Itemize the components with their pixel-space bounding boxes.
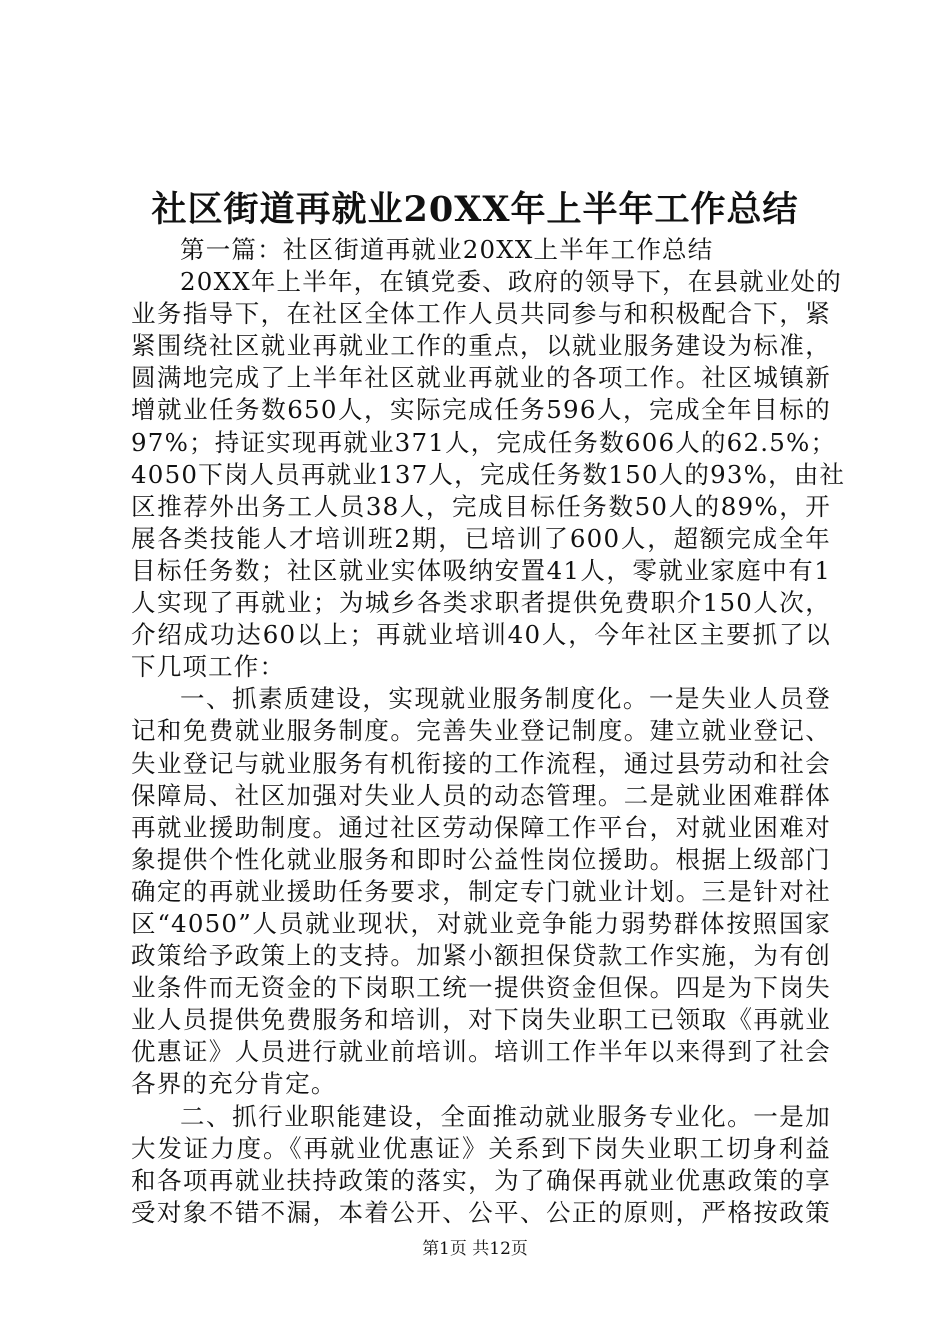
body-text-line: 业务指导下，在社区全体工作人员共同参与和积极配合下，紧	[131, 299, 831, 329]
body-text-line: 再就业援助制度。通过社区劳动保障工作平台，对就业困难对	[131, 812, 831, 842]
body-text-line: 保障局、社区加强对失业人员的动态管理。二是就业困难群体	[131, 780, 831, 810]
body-text-line: 象提供个性化就业服务和即时公益性岗位援助。根据上级部门	[131, 844, 831, 874]
body-text-line: 业条件而无资金的下岗职工统一提供资金但保。四是为下岗失	[131, 973, 831, 1003]
body-text-line: 确定的再就业援助任务要求，制定专门就业计划。三是针对社	[131, 876, 831, 906]
body-text-line: 各界的充分肯定。	[131, 1069, 337, 1099]
body-text-line: 政策给予政策上的支持。加紧小额担保贷款工作实施，为有创	[131, 941, 831, 971]
body-text-line: 失业登记与就业服务有机衔接的工作流程，通过县劳动和社会	[131, 748, 831, 778]
body-text-line: 下几项工作：	[131, 652, 286, 682]
body-text-line: 目标任务数；社区就业实体吸纳安置41人，零就业家庭中有1	[131, 555, 831, 585]
body-text-line: 紧围绕社区就业再就业工作的重点，以就业服务建设为标准，	[131, 331, 831, 361]
body-text-line: 大发证力度。《再就业优惠证》关系到下岗失业职工切身利益	[131, 1133, 831, 1163]
body-text-line: 增就业任务数650人，实际完成任务596人，完成全年目标的	[131, 395, 831, 425]
body-text-line: 受对象不错不漏，本着公开、公平、公正的原则，严格按政策	[131, 1197, 831, 1227]
body-text-line: 和各项再就业扶持政策的落实，为了确保再就业优惠政策的享	[131, 1165, 831, 1195]
body-text-line: 97%；持证实现再就业371人，完成任务数606人的62.5%；	[131, 427, 837, 457]
body-text-line: 二、抓行业职能建设，全面推动就业服务专业化。一是加	[180, 1101, 831, 1131]
document-title: 社区街道再就业20XX年上半年工作总结	[151, 189, 799, 230]
body-text-line: 第一篇：社区街道再就业20XX上半年工作总结	[180, 235, 714, 264]
body-text-line: 展各类技能人才培训班2期，已培训了600人，超额完成全年	[131, 523, 831, 553]
body-text-line: 优惠证》人员进行就业前培训。培训工作半年以来得到了社会	[131, 1037, 831, 1067]
body-text-line: 业人员提供免费服务和培训，对下岗失业职工已领取《再就业	[131, 1005, 831, 1035]
body-text-line: 区“4050”人员就业现状，对就业竞争能力弱势群体按照国家	[131, 908, 831, 938]
body-text-line: 介绍成功达60以上；再就业培训40人，今年社区主要抓了以	[131, 620, 831, 650]
body-text-line: 一、抓素质建设，实现就业服务制度化。一是失业人员登	[180, 684, 831, 714]
body-text-line: 4050下岗人员再就业137人，完成任务数150人的93%，由社	[131, 459, 846, 489]
body-text-line: 记和免费就业服务制度。完善失业登记制度。建立就业登记、	[131, 716, 831, 746]
body-text-line: 20XX年上半年，在镇党委、政府的领导下，在县就业处的	[180, 267, 842, 297]
document-body	[131, 234, 846, 1229]
body-text-line: 圆满地完成了上半年社区就业再就业的各项工作。社区城镇新	[131, 363, 831, 393]
body-text-line: 人实现了再就业；为城乡各类求职者提供免费职介150人次，	[131, 588, 831, 618]
body-text-line: 区推荐外出务工人员38人，完成目标任务数50人的89%，开	[131, 491, 831, 521]
page-footer: 第1页 共12页	[422, 1239, 528, 1259]
